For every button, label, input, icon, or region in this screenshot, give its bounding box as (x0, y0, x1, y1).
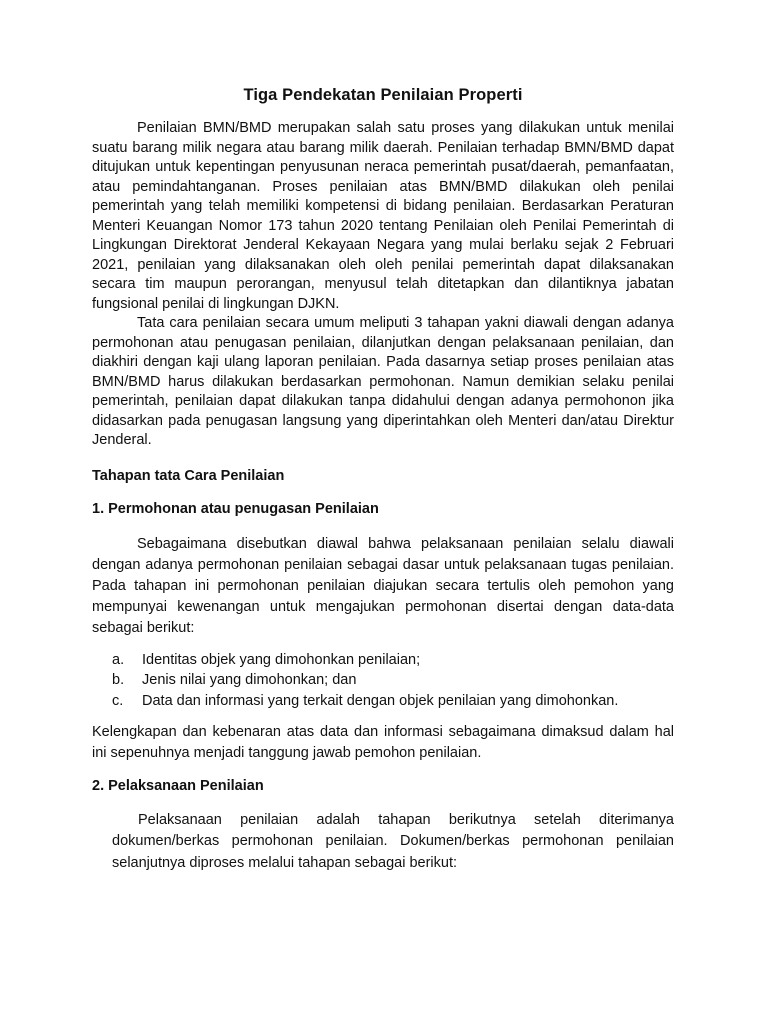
subsection-2-body (92, 810, 674, 875)
document-title: Tiga Pendekatan Penilaian Properti (243, 86, 523, 104)
requirements-list (92, 650, 674, 712)
subsection-2-paragraph: Pelaksanaan penilaian adalah tahapan berikutnya setelah diterimanya dokumen/berkas permohonan penilaian. Dokumen/berkas permohonan penilaian selanjutnya diproses melalui tahapan sebagai berikut: (112, 811, 674, 871)
subsection-1-closing: Kelengkapan dan kebenaran atas data dan informasi sebagaimana dimaksud dalam hal ini sepenuhnya menjadi tanggung jawab pemohon penilaian. (92, 724, 674, 761)
list-item-text: Data dan informasi yang terkait dengan objek penilaian yang dimohonkan. (142, 692, 619, 709)
subsection-1-heading: 1. Permohonan atau penugasan Penilaian (92, 501, 379, 517)
list-item-text: Jenis nilai yang dimohonkan; dan (142, 672, 357, 688)
intro-paragraph-2: Tata cara penilaian secara umum meliputi 3 tahapan yakni diawali dengan adanya permohonan atau penugasan penilaian, dilanjutkan dengan pelaksanaan penilaian, dan diakhiri dengan kaji ulang laporan penilaian. Pada dasarnya setiap proses penilaian atas BMN/BMD harus dilakukan berdasarkan permohonan. Namun demikian selaku penilai pemerintah, penilaian dapat dilakukan tanpa didahului dengan adanya permohonon jika didasarkan pada penugasan langsung yang diperintahkan oleh Menteri dan/atau Direktur Jenderal. (92, 315, 674, 448)
list-marker: b. (112, 672, 125, 688)
subsection-1-paragraph: Sebagaimana disebutkan diawal bahwa pelaksanaan penilaian selalu diawali dengan adanya permohonan penilaian sebagai dasar untuk pelaksanaan tugas penilaian. Pada tahapan ini permohonan penilaian diajukan secara tertulis oleh pemohon yang mempunyai kewenangan untuk mengajukan permohonan disertai dengan data-data sebagai berikut: (92, 535, 674, 636)
subsection-1-body (92, 534, 674, 639)
list-item (92, 691, 674, 712)
subsection-2-heading: 2. Pelaksanaan Penilaian (92, 778, 264, 794)
list-marker: a. (112, 651, 125, 668)
list-marker: c. (112, 692, 124, 709)
list-item-text: Identitas objek yang dimohonkan penilaian; (142, 651, 421, 668)
list-item (92, 670, 674, 691)
intro-paragraph-1: Penilaian BMN/BMD merupakan salah satu proses yang dilakukan untuk menilai suatu barang milik negara atau barang milik daerah. Penilaian terhadap BMN/BMD dapat ditujukan untuk kepentingan penyusunan neraca pemerintah pusat/daerah, pemanfaatan, atau pemindahtanganan. Proses penilaian atas BMN/BMD dilakukan oleh penilai pemerintah yang telah memiliki kompetensi di bidang penilaian. Berdasarkan Peraturan Menteri Keuangan Nomor 173 tahun 2020 tentang Penilaian oleh Penilai Pemerintah di Lingkungan Direktorat Jenderal Kekayaan Negara yang mulai berlaku sejak 2 Februari 2021, penilaian yang dilaksanakan oleh oleh penilai pemerintah dapat dilaksanakan secara tim maupun perorangan, menyusul telah ditetapkan dan dilantiknya jabatan fungsional penilai di lingkungan DJKN. (92, 120, 674, 312)
list-item (92, 650, 674, 671)
section-heading: Tahapan tata Cara Penilaian (92, 467, 285, 484)
